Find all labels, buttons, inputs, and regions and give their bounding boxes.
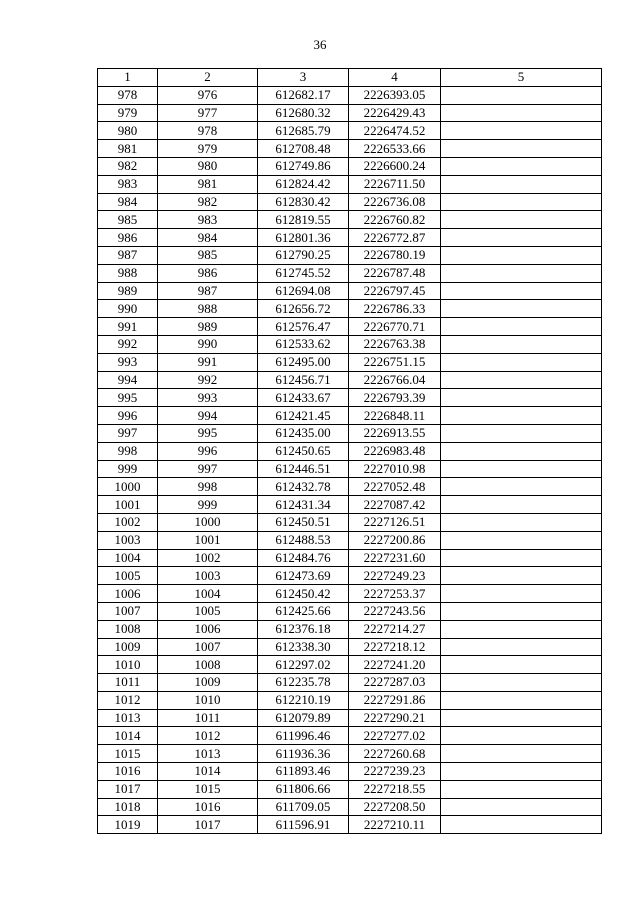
point-number-cell: 997 [98, 424, 158, 442]
ref-number-cell: 999 [158, 496, 258, 514]
y-coordinate-cell: 2227208.50 [349, 798, 441, 816]
ref-number-cell: 1010 [158, 691, 258, 709]
point-number-cell: 988 [98, 264, 158, 282]
point-number-cell: 1015 [98, 745, 158, 763]
point-number-cell: 982 [98, 157, 158, 175]
x-coordinate-cell: 612435.00 [258, 424, 349, 442]
point-number-cell: 1004 [98, 549, 158, 567]
x-coordinate-cell: 612450.42 [258, 585, 349, 603]
ref-number-cell: 1002 [158, 549, 258, 567]
x-coordinate-cell: 611893.46 [258, 763, 349, 781]
y-coordinate-cell: 2226429.43 [349, 104, 441, 122]
y-coordinate-cell: 2227277.02 [349, 727, 441, 745]
ref-number-cell: 982 [158, 193, 258, 211]
ref-number-cell: 978 [158, 122, 258, 140]
x-coordinate-cell: 612210.19 [258, 691, 349, 709]
ref-number-cell: 1006 [158, 620, 258, 638]
ref-number-cell: 991 [158, 353, 258, 371]
point-number-cell: 1011 [98, 674, 158, 692]
note-cell [441, 407, 602, 425]
point-number-cell: 1018 [98, 798, 158, 816]
point-number-cell: 1014 [98, 727, 158, 745]
note-cell [441, 531, 602, 549]
point-number-cell: 1005 [98, 567, 158, 585]
point-number-cell: 1007 [98, 602, 158, 620]
table-row [98, 264, 602, 282]
column-header-4: 4 [349, 69, 441, 87]
y-coordinate-cell: 2227210.11 [349, 816, 441, 834]
ref-number-cell: 1013 [158, 745, 258, 763]
ref-number-cell: 993 [158, 389, 258, 407]
point-number-cell: 981 [98, 140, 158, 158]
ref-number-cell: 1012 [158, 727, 258, 745]
ref-number-cell: 1003 [158, 567, 258, 585]
table-row [98, 727, 602, 745]
ref-number-cell: 984 [158, 229, 258, 247]
y-coordinate-cell: 2226766.04 [349, 371, 441, 389]
note-cell [441, 157, 602, 175]
note-cell [441, 691, 602, 709]
note-cell [441, 816, 602, 834]
point-number-cell: 995 [98, 389, 158, 407]
ref-number-cell: 997 [158, 460, 258, 478]
x-coordinate-cell: 612450.65 [258, 442, 349, 460]
table-row [98, 620, 602, 638]
x-coordinate-cell: 612421.45 [258, 407, 349, 425]
table-row [98, 656, 602, 674]
x-coordinate-cell: 611936.36 [258, 745, 349, 763]
table-row [98, 157, 602, 175]
note-cell [441, 122, 602, 140]
y-coordinate-cell: 2226786.33 [349, 300, 441, 318]
table-row [98, 531, 602, 549]
table-row [98, 567, 602, 585]
y-coordinate-cell: 2226983.48 [349, 442, 441, 460]
ref-number-cell: 981 [158, 175, 258, 193]
y-coordinate-cell: 2226797.45 [349, 282, 441, 300]
x-coordinate-cell: 612456.71 [258, 371, 349, 389]
coordinates-table [97, 68, 602, 834]
ref-number-cell: 990 [158, 335, 258, 353]
note-cell [441, 763, 602, 781]
y-coordinate-cell: 2226711.50 [349, 175, 441, 193]
x-coordinate-cell: 611596.91 [258, 816, 349, 834]
point-number-cell: 1012 [98, 691, 158, 709]
y-coordinate-cell: 2227218.55 [349, 780, 441, 798]
table-row [98, 460, 602, 478]
x-coordinate-cell: 612338.30 [258, 638, 349, 656]
y-coordinate-cell: 2226780.19 [349, 246, 441, 264]
ref-number-cell: 1014 [158, 763, 258, 781]
table-row [98, 549, 602, 567]
y-coordinate-cell: 2226793.39 [349, 389, 441, 407]
ref-number-cell: 998 [158, 478, 258, 496]
y-coordinate-cell: 2227218.12 [349, 638, 441, 656]
note-cell [441, 86, 602, 104]
x-coordinate-cell: 612376.18 [258, 620, 349, 638]
ref-number-cell: 1008 [158, 656, 258, 674]
ref-number-cell: 988 [158, 300, 258, 318]
y-coordinate-cell: 2227241.20 [349, 656, 441, 674]
y-coordinate-cell: 2226760.82 [349, 211, 441, 229]
note-cell [441, 140, 602, 158]
table-row [98, 175, 602, 193]
y-coordinate-cell: 2226751.15 [349, 353, 441, 371]
point-number-cell: 1009 [98, 638, 158, 656]
y-coordinate-cell: 2227291.86 [349, 691, 441, 709]
table-row [98, 763, 602, 781]
note-cell [441, 229, 602, 247]
point-number-cell: 993 [98, 353, 158, 371]
ref-number-cell: 1007 [158, 638, 258, 656]
column-header-3: 3 [258, 69, 349, 87]
note-cell [441, 709, 602, 727]
table-row [98, 745, 602, 763]
x-coordinate-cell: 611709.05 [258, 798, 349, 816]
note-cell [441, 602, 602, 620]
note-cell [441, 478, 602, 496]
point-number-cell: 1019 [98, 816, 158, 834]
note-cell [441, 211, 602, 229]
ref-number-cell: 1000 [158, 513, 258, 531]
x-coordinate-cell: 612495.00 [258, 353, 349, 371]
x-coordinate-cell: 612656.72 [258, 300, 349, 318]
table-row [98, 674, 602, 692]
table-row [98, 709, 602, 727]
ref-number-cell: 1011 [158, 709, 258, 727]
ref-number-cell: 980 [158, 157, 258, 175]
table-row [98, 798, 602, 816]
point-number-cell: 985 [98, 211, 158, 229]
note-cell [441, 175, 602, 193]
point-number-cell: 1010 [98, 656, 158, 674]
column-header-1: 1 [98, 69, 158, 87]
y-coordinate-cell: 2227290.21 [349, 709, 441, 727]
y-coordinate-cell: 2226770.71 [349, 318, 441, 336]
table-row [98, 780, 602, 798]
x-coordinate-cell: 612694.08 [258, 282, 349, 300]
note-cell [441, 318, 602, 336]
note-cell [441, 104, 602, 122]
point-number-cell: 980 [98, 122, 158, 140]
ref-number-cell: 1015 [158, 780, 258, 798]
ref-number-cell: 977 [158, 104, 258, 122]
y-coordinate-cell: 2226600.24 [349, 157, 441, 175]
y-coordinate-cell: 2226772.87 [349, 229, 441, 247]
x-coordinate-cell: 612824.42 [258, 175, 349, 193]
point-number-cell: 1000 [98, 478, 158, 496]
table-row [98, 638, 602, 656]
x-coordinate-cell: 612819.55 [258, 211, 349, 229]
point-number-cell: 978 [98, 86, 158, 104]
x-coordinate-cell: 612079.89 [258, 709, 349, 727]
ref-number-cell: 1005 [158, 602, 258, 620]
point-number-cell: 1013 [98, 709, 158, 727]
note-cell [441, 674, 602, 692]
ref-number-cell: 1001 [158, 531, 258, 549]
note-cell [441, 656, 602, 674]
ref-number-cell: 986 [158, 264, 258, 282]
note-cell [441, 638, 602, 656]
table-row [98, 442, 602, 460]
table-row [98, 353, 602, 371]
table-body [98, 86, 602, 833]
point-number-cell: 994 [98, 371, 158, 389]
point-number-cell: 998 [98, 442, 158, 460]
table-row [98, 691, 602, 709]
y-coordinate-cell: 2226736.08 [349, 193, 441, 211]
ref-number-cell: 1016 [158, 798, 258, 816]
table-row [98, 211, 602, 229]
note-cell [441, 496, 602, 514]
table-row [98, 424, 602, 442]
y-coordinate-cell: 2226393.05 [349, 86, 441, 104]
table-row [98, 816, 602, 834]
point-number-cell: 979 [98, 104, 158, 122]
y-coordinate-cell: 2226763.38 [349, 335, 441, 353]
point-number-cell: 989 [98, 282, 158, 300]
note-cell [441, 585, 602, 603]
note-cell [441, 282, 602, 300]
x-coordinate-cell: 612682.17 [258, 86, 349, 104]
x-coordinate-cell: 612745.52 [258, 264, 349, 282]
table-row [98, 335, 602, 353]
y-coordinate-cell: 2226913.55 [349, 424, 441, 442]
x-coordinate-cell: 612235.78 [258, 674, 349, 692]
note-cell [441, 549, 602, 567]
x-coordinate-cell: 612431.34 [258, 496, 349, 514]
note-cell [441, 335, 602, 353]
ref-number-cell: 996 [158, 442, 258, 460]
x-coordinate-cell: 612484.76 [258, 549, 349, 567]
note-cell [441, 300, 602, 318]
table-row [98, 389, 602, 407]
y-coordinate-cell: 2227087.42 [349, 496, 441, 514]
note-cell [441, 798, 602, 816]
x-coordinate-cell: 612576.47 [258, 318, 349, 336]
note-cell [441, 620, 602, 638]
x-coordinate-cell: 612432.78 [258, 478, 349, 496]
table-row [98, 478, 602, 496]
ref-number-cell: 1017 [158, 816, 258, 834]
point-number-cell: 996 [98, 407, 158, 425]
x-coordinate-cell: 612685.79 [258, 122, 349, 140]
point-number-cell: 999 [98, 460, 158, 478]
x-coordinate-cell: 612680.32 [258, 104, 349, 122]
x-coordinate-cell: 612790.25 [258, 246, 349, 264]
x-coordinate-cell: 612446.51 [258, 460, 349, 478]
point-number-cell: 1017 [98, 780, 158, 798]
point-number-cell: 987 [98, 246, 158, 264]
table-row [98, 496, 602, 514]
y-coordinate-cell: 2226787.48 [349, 264, 441, 282]
note-cell [441, 246, 602, 264]
table-row [98, 585, 602, 603]
note-cell [441, 513, 602, 531]
table-row [98, 282, 602, 300]
y-coordinate-cell: 2227010.98 [349, 460, 441, 478]
ref-number-cell: 985 [158, 246, 258, 264]
ref-number-cell: 987 [158, 282, 258, 300]
y-coordinate-cell: 2227253.37 [349, 585, 441, 603]
table-row [98, 300, 602, 318]
y-coordinate-cell: 2226848.11 [349, 407, 441, 425]
note-cell [441, 264, 602, 282]
ref-number-cell: 1009 [158, 674, 258, 692]
table-row [98, 407, 602, 425]
point-number-cell: 990 [98, 300, 158, 318]
y-coordinate-cell: 2227287.03 [349, 674, 441, 692]
table-row [98, 246, 602, 264]
point-number-cell: 1002 [98, 513, 158, 531]
point-number-cell: 1016 [98, 763, 158, 781]
y-coordinate-cell: 2227126.51 [349, 513, 441, 531]
ref-number-cell: 979 [158, 140, 258, 158]
table-row [98, 140, 602, 158]
x-coordinate-cell: 612488.53 [258, 531, 349, 549]
y-coordinate-cell: 2227200.86 [349, 531, 441, 549]
y-coordinate-cell: 2227260.68 [349, 745, 441, 763]
note-cell [441, 424, 602, 442]
table-row [98, 193, 602, 211]
table-row [98, 602, 602, 620]
point-number-cell: 991 [98, 318, 158, 336]
table-row [98, 86, 602, 104]
x-coordinate-cell: 612473.69 [258, 567, 349, 585]
point-number-cell: 1003 [98, 531, 158, 549]
x-coordinate-cell: 612749.86 [258, 157, 349, 175]
x-coordinate-cell: 612433.67 [258, 389, 349, 407]
y-coordinate-cell: 2226533.66 [349, 140, 441, 158]
x-coordinate-cell: 612533.62 [258, 335, 349, 353]
point-number-cell: 984 [98, 193, 158, 211]
note-cell [441, 727, 602, 745]
note-cell [441, 442, 602, 460]
note-cell [441, 567, 602, 585]
note-cell [441, 745, 602, 763]
note-cell [441, 193, 602, 211]
y-coordinate-cell: 2227239.23 [349, 763, 441, 781]
x-coordinate-cell: 612708.48 [258, 140, 349, 158]
ref-number-cell: 1004 [158, 585, 258, 603]
x-coordinate-cell: 612830.42 [258, 193, 349, 211]
ref-number-cell: 989 [158, 318, 258, 336]
x-coordinate-cell: 612425.66 [258, 602, 349, 620]
column-header-2: 2 [158, 69, 258, 87]
y-coordinate-cell: 2227214.27 [349, 620, 441, 638]
point-number-cell: 1006 [98, 585, 158, 603]
ref-number-cell: 976 [158, 86, 258, 104]
point-number-cell: 1008 [98, 620, 158, 638]
column-header-5: 5 [441, 69, 602, 87]
table-row [98, 122, 602, 140]
ref-number-cell: 995 [158, 424, 258, 442]
y-coordinate-cell: 2227243.56 [349, 602, 441, 620]
table-row [98, 104, 602, 122]
point-number-cell: 983 [98, 175, 158, 193]
table-row [98, 371, 602, 389]
note-cell [441, 780, 602, 798]
y-coordinate-cell: 2226474.52 [349, 122, 441, 140]
x-coordinate-cell: 612297.02 [258, 656, 349, 674]
x-coordinate-cell: 611996.46 [258, 727, 349, 745]
ref-number-cell: 992 [158, 371, 258, 389]
note-cell [441, 353, 602, 371]
table-row [98, 318, 602, 336]
page-number: 36 [313, 37, 327, 52]
table-row [98, 229, 602, 247]
ref-number-cell: 983 [158, 211, 258, 229]
x-coordinate-cell: 612801.36 [258, 229, 349, 247]
point-number-cell: 1001 [98, 496, 158, 514]
x-coordinate-cell: 611806.66 [258, 780, 349, 798]
table-header-row [98, 69, 602, 87]
note-cell [441, 460, 602, 478]
x-coordinate-cell: 612450.51 [258, 513, 349, 531]
ref-number-cell: 994 [158, 407, 258, 425]
y-coordinate-cell: 2227249.23 [349, 567, 441, 585]
y-coordinate-cell: 2227231.60 [349, 549, 441, 567]
point-number-cell: 986 [98, 229, 158, 247]
note-cell [441, 389, 602, 407]
note-cell [441, 371, 602, 389]
y-coordinate-cell: 2227052.48 [349, 478, 441, 496]
table-row [98, 513, 602, 531]
point-number-cell: 992 [98, 335, 158, 353]
